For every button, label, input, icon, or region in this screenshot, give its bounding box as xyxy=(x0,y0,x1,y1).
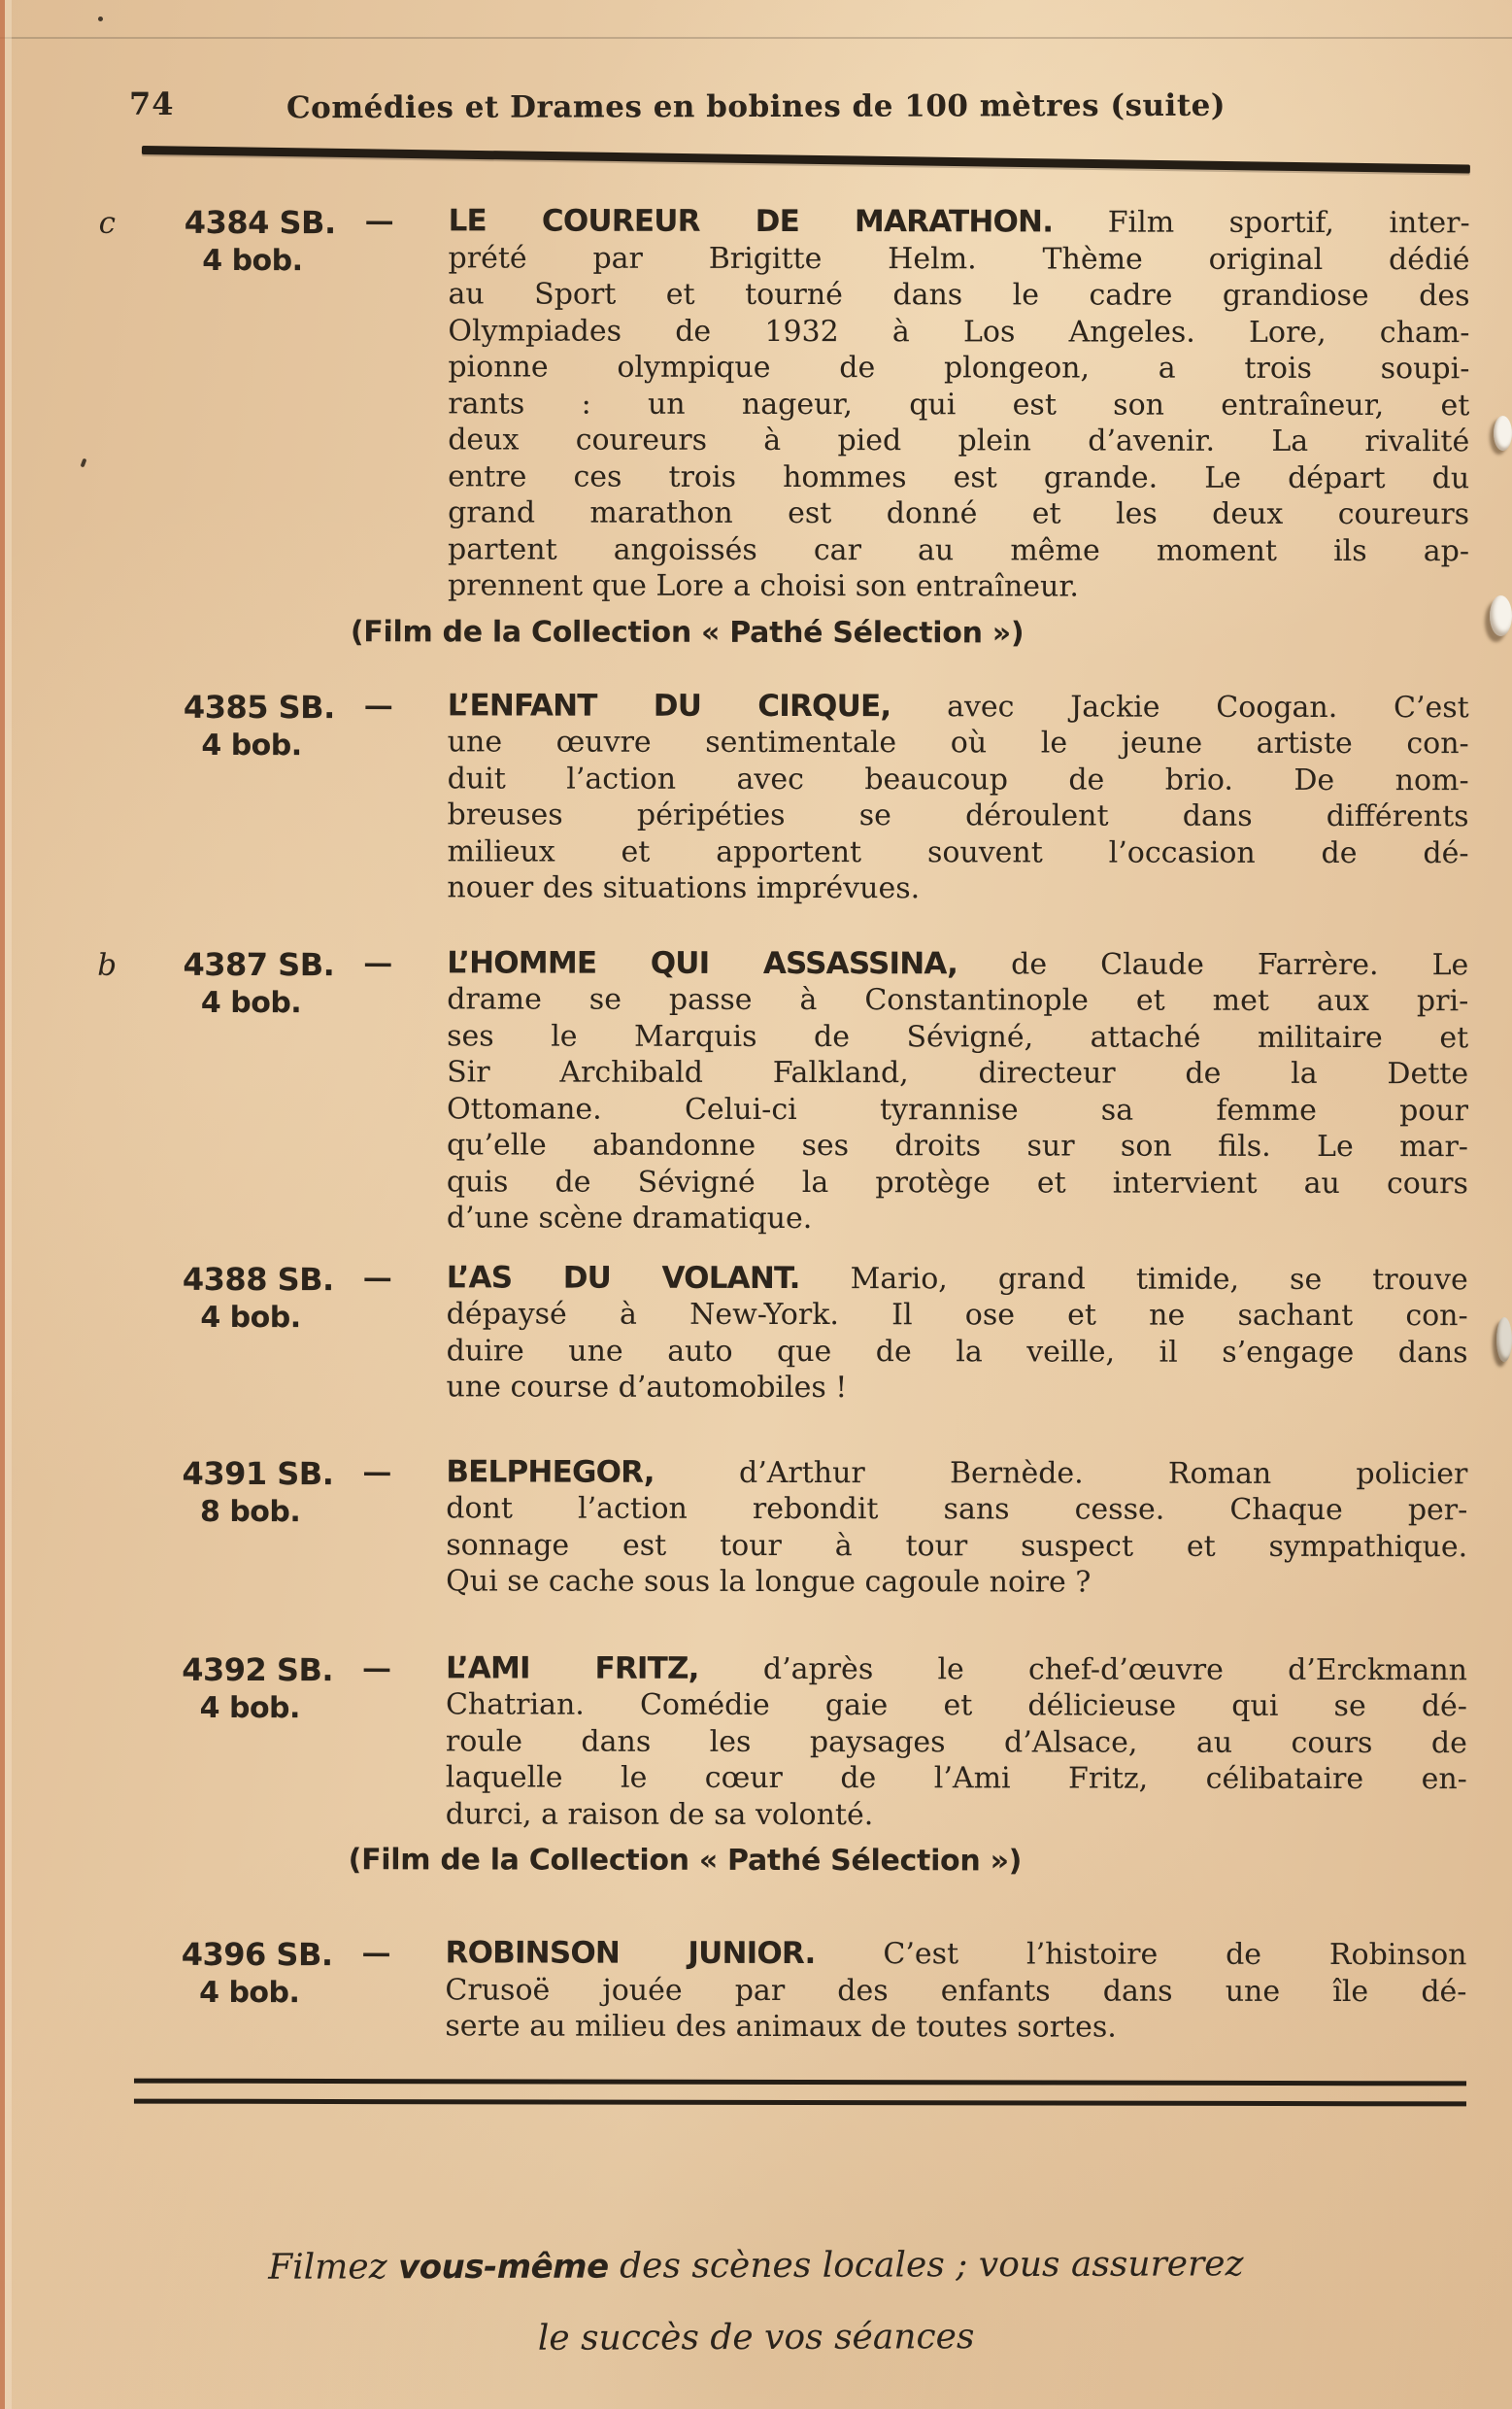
text-line: dépaysé à New-York. Il ose et ne sachant con- xyxy=(446,1297,1468,1334)
film-title: LE COUREUR DE MARATHON. xyxy=(448,203,1054,240)
text-line: Crusoë jouée par des enfants dans une île dé- xyxy=(445,1972,1467,2009)
text-line: rants : un nageur, qui est son entraîneur, et xyxy=(448,386,1470,423)
text-line: L’ENFANT DU CIRQUE, avec Jackie Coogan. C’est xyxy=(447,687,1469,725)
reel-count: 4 bob. xyxy=(201,728,302,763)
text-line: Sir Archibald Falkland, directeur de la Dette xyxy=(447,1055,1469,1092)
scan-edge-line xyxy=(0,37,1512,39)
text-line: BELPHEGOR, d’Arthur Bernède. Roman policier xyxy=(446,1453,1468,1491)
reel-count: 4 bob. xyxy=(200,1300,301,1335)
entry-description xyxy=(421,688,1468,908)
entry-description xyxy=(420,1935,1466,2046)
film-title: BELPHEGOR, xyxy=(446,1453,655,1490)
text-line: laquelle le cœur de l’Ami Fritz, célibataire en- xyxy=(445,1760,1467,1797)
footer-text: des scènes locales ; vous assurerez xyxy=(608,2244,1244,2287)
film-entries-list xyxy=(95,203,1469,2047)
text-line: sonnage est tour à tour suspect et sympathique. xyxy=(446,1527,1468,1564)
entry-dash: — xyxy=(362,1260,392,1295)
text-line: duit l’action avec beaucoup de brio. De nom- xyxy=(447,761,1469,797)
entry-description xyxy=(420,1650,1467,1834)
film-entry xyxy=(96,1649,1467,1881)
text-line: L’HOMME QUI ASSASSINA, de Claude Farrère. Le xyxy=(447,944,1469,982)
footer-text: Filmez xyxy=(268,2247,399,2288)
footer-slogan xyxy=(0,2227,1512,2376)
text-line: serte au milieu des animaux de toutes sortes. xyxy=(445,2009,1117,2045)
text-line: L’AMI FRITZ, d’après le chef-d’œuvre d’Erckmann xyxy=(445,1649,1468,1687)
text-line: Olympiades de 1932 à Los Angeles. Lore, cham- xyxy=(448,313,1470,350)
film-entry xyxy=(98,203,1470,653)
ink-speck xyxy=(98,17,103,21)
text-line: L’AS DU VOLANT. Mario, grand timide, se trouve xyxy=(446,1259,1468,1297)
header-rule xyxy=(142,146,1470,174)
film-code-block xyxy=(139,1649,333,1727)
ink-speck xyxy=(81,458,87,468)
reel-count: 4 bob. xyxy=(202,243,303,279)
film-code-block xyxy=(140,944,334,1022)
footer-slogan-line1 xyxy=(0,2227,1512,2304)
text-line: Ottomane. Celui-ci tyrannise sa femme pour xyxy=(446,1091,1469,1128)
margin-letter: c xyxy=(98,205,117,241)
film-entry xyxy=(97,944,1469,1238)
text-line: LE COUREUR DE MARATHON. Film sportif, inter- xyxy=(448,203,1470,241)
text-line: nouer des situations imprévues. xyxy=(447,870,921,906)
text-line: drame se passe à Constantinople et met aux pri- xyxy=(447,982,1469,1019)
entry-dash: — xyxy=(364,204,394,239)
collection-note: (Film de la Collection « Pathé Sélection ») xyxy=(348,1843,1023,1879)
text-line: durci, a raison de sa volonté. xyxy=(445,1796,874,1832)
text-line: Chatrian. Comédie gaie et délicieuse qui se dé- xyxy=(445,1687,1467,1724)
film-entry xyxy=(96,1453,1467,1601)
film-title: L’ENFANT DU CIRQUE, xyxy=(447,687,891,724)
entry-dash: — xyxy=(361,1650,392,1685)
margin-letter xyxy=(98,687,141,689)
reel-count: 4 bob. xyxy=(199,1975,300,2011)
paper-damage-mark xyxy=(1494,416,1512,451)
collection-note: (Film de la Collection « Pathé Sélection ») xyxy=(350,614,1025,650)
reel-count: 8 bob. xyxy=(199,1494,301,1529)
text-line: milieux et apportent souvent l’occasion de dé- xyxy=(447,833,1469,870)
paper-damage-mark xyxy=(1496,1317,1512,1362)
text-line: ses le Marquis de Sévigné, attaché militaire et xyxy=(447,1018,1469,1055)
text-line: prennent que Lore a choisi son entraîneur. xyxy=(447,568,1080,604)
entry-dash: — xyxy=(363,945,393,980)
film-title: L’AS DU VOLANT. xyxy=(446,1259,800,1296)
paper-damage-mark xyxy=(1490,595,1512,636)
text-line: quis de Sévigné la protège et intervient au cours xyxy=(446,1164,1468,1201)
film-code-block xyxy=(138,1935,332,2013)
entry-description xyxy=(420,1260,1467,1408)
film-code: 4384 SB. xyxy=(184,203,336,242)
reel-count: 4 bob. xyxy=(199,1690,300,1725)
film-title: L’HOMME QUI ASSASSINA, xyxy=(447,944,958,981)
text-line: une œuvre sentimentale où le jeune artiste con- xyxy=(447,725,1469,762)
text-line: roule dans les paysages d’Alsace, au cours de xyxy=(445,1723,1467,1760)
entry-description xyxy=(421,945,1469,1238)
margin-letter: b xyxy=(97,947,118,983)
margin-letter xyxy=(97,1259,140,1261)
margin-letter xyxy=(96,1935,139,1937)
entry-dash: — xyxy=(362,1454,392,1489)
text-line: une course d’automobiles ! xyxy=(446,1370,848,1406)
text-line: entre ces trois hommes est grande. Le départ du xyxy=(448,458,1470,495)
text-line: duire une auto que de la veille, il s’engage dans xyxy=(446,1333,1468,1370)
film-entry xyxy=(95,1935,1466,2047)
film-code: 4388 SB. xyxy=(182,1260,334,1298)
footer-emphasis: vous-même xyxy=(398,2247,609,2288)
text-line: dont l’action rebondit sans cesse. Chaque per- xyxy=(446,1491,1468,1528)
film-code-block xyxy=(141,687,335,764)
bottom-double-rule xyxy=(134,2079,1466,2107)
film-title: ROBINSON JUNIOR. xyxy=(445,1935,816,1972)
film-code-block xyxy=(139,1453,333,1531)
page-left-edge-highlight xyxy=(5,0,12,2409)
margin-letter xyxy=(96,1649,139,1651)
film-entry xyxy=(96,1259,1467,1407)
text-line: grand marathon est donné et les deux coureurs xyxy=(448,495,1470,532)
reel-count: 4 bob. xyxy=(200,985,302,1020)
film-code: 4387 SB. xyxy=(183,945,335,983)
text-line: ROBINSON JUNIOR. C’est l’histoire de Robinson xyxy=(445,1935,1467,1973)
film-code: 4385 SB. xyxy=(183,688,335,726)
entry-description xyxy=(422,203,1470,605)
text-line: qu’elle abandonne ses droits sur son fils. Le mar- xyxy=(446,1128,1468,1165)
text-line: breuses péripéties se déroulent dans différents xyxy=(447,797,1469,834)
film-code: 4396 SB. xyxy=(181,1935,333,1974)
text-line: partent angoissés car au même moment ils ap- xyxy=(448,531,1470,568)
text-line: d’une scène dramatique. xyxy=(446,1201,813,1237)
entry-dash: — xyxy=(361,1936,391,1971)
text-line: au Sport et tourné dans le cadre grandiose des xyxy=(448,277,1470,314)
entry-dash: — xyxy=(363,688,393,723)
film-code: 4391 SB. xyxy=(182,1454,334,1492)
footer-slogan-line2: le succès de vos séances xyxy=(537,2317,975,2358)
text-line: pionne olympique de plongeon, a trois soupi- xyxy=(448,350,1470,387)
film-code-block xyxy=(142,203,336,281)
film-entry xyxy=(97,687,1468,907)
film-code: 4392 SB. xyxy=(182,1650,334,1688)
film-code-block xyxy=(140,1259,334,1337)
text-line: prété par Brigitte Helm. Thème original dédié xyxy=(448,240,1470,277)
film-title: L’AMI FRITZ, xyxy=(445,1649,699,1686)
text-line: deux coureurs à pied plein d’avenir. La rivalité xyxy=(448,423,1470,459)
margin-letter xyxy=(96,1453,139,1455)
text-line: Qui se cache sous la longue cagoule noire ? xyxy=(446,1564,1092,1600)
page-number: 74 xyxy=(129,85,175,122)
header-title: Comédies et Drames en bobines de 100 mètres (suite) xyxy=(286,87,1226,126)
entry-description xyxy=(420,1454,1467,1602)
